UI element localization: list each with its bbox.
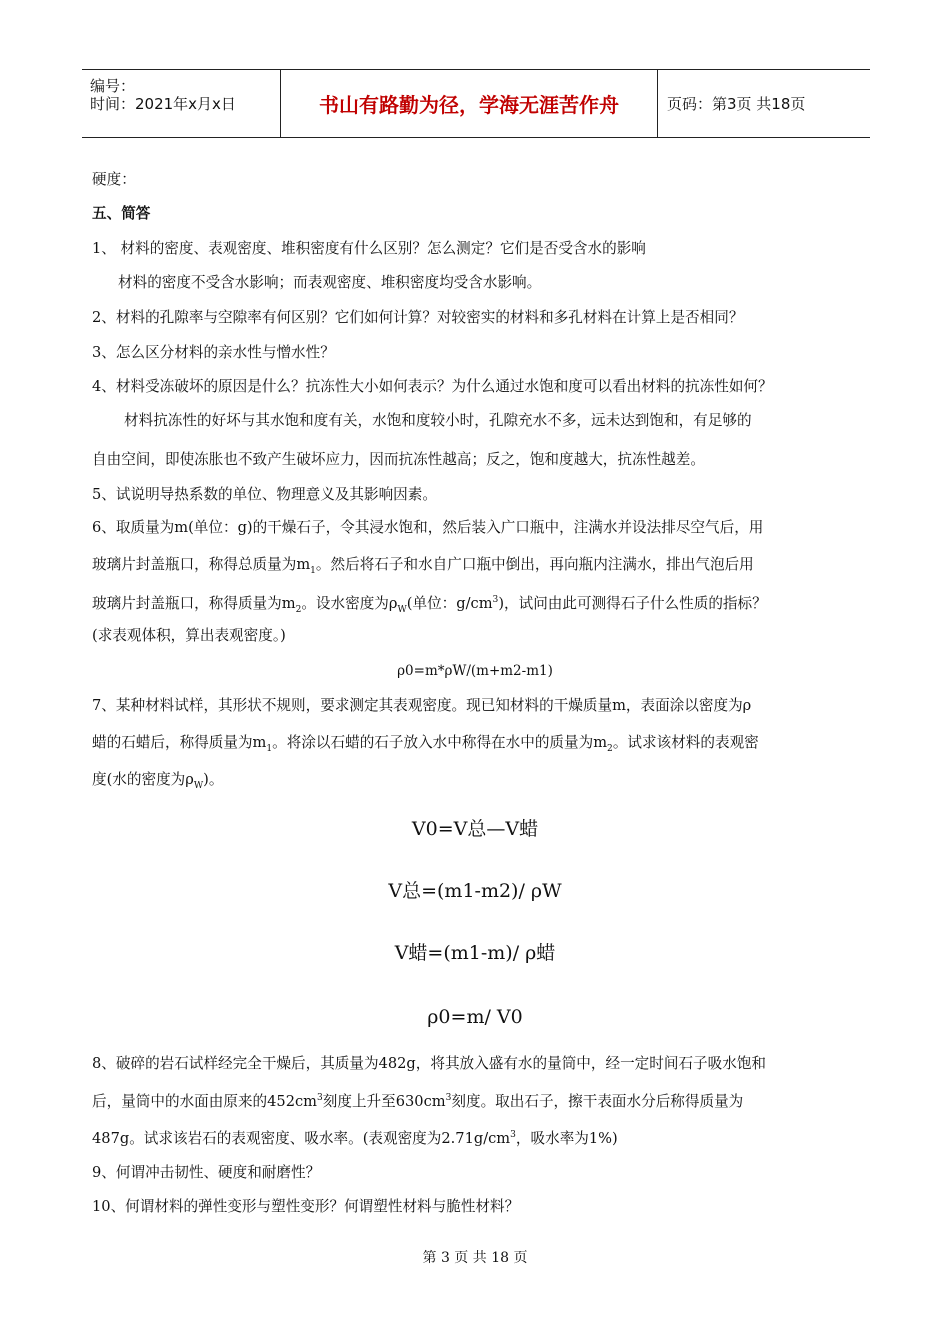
answer-1: 材料的密度不受含水影响；而表观密度、堆积密度均受含水影响。 [118,274,542,291]
header-page-cell [657,70,870,137]
question-7-line-1: 7、某种材料试样，其形状不规则，要求测定其表观密度。现已知材料的干燥质量m，表面涂以密度为ρ [92,697,752,714]
hardness-label: 硬度： [92,171,136,188]
question-7-line-3: 度(水的密度为$\rho_W$)。 [92,771,224,791]
question-6-line-4: (求表观体积，算出表观密度。) [92,627,286,644]
question-6-line-2: 玻璃片封盖瓶口，称得总质量为$m_1$。然后将石子和水自广口瓶中倒出，再向瓶内注满水，排出气泡后用 [92,556,754,576]
equation-3: V蜡=(m1-m)/ ρ蜡 [394,942,556,964]
question-4: 4、材料受冻破坏的原因是什么？抗冻性大小如何表示？为什么通过水饱和度可以看出材料的抗冻性如何？ [92,378,773,395]
answer-4-line-2: 自由空间，即使冻胀也不致产生破坏应力，因而抗冻性越高；反之，饱和度越大，抗冻性越差。 [92,451,705,468]
question-6-line-3: 玻璃片封盖瓶口，称得质量为$m_2$。设水密度为$\rho_W$(单位：$g/cm^3$)，试问由此可测得石子什么性质的指标？ [92,594,767,615]
question-3: 3、怎么区分材料的亲水性与憎水性？ [92,344,335,361]
answer-4-line-1: 材料抗冻性的好坏与其水饱和度有关，水饱和度较小时，孔隙充水不多，远未达到饱和，有足够的 [124,412,752,429]
header-table [82,69,870,138]
question-9: 9、何谓冲击韧性、硬度和耐磨性？ [92,1164,321,1181]
header-motto-cell [280,70,658,137]
question-6-line-1: 6、取质量为m(单位：g)的干燥石子，令其浸水饱和，然后装入广口瓶中，注满水并设法排尽空气后，用 [92,519,764,536]
header-left-cell [82,70,280,137]
time-label: 时间：2021年x月x日 [90,95,236,113]
equation-4: ρ0=m/ V0 [427,1006,523,1028]
equation-1: V0=V总—V蜡 [411,818,539,840]
number-label: 编号： [90,77,136,95]
formula-apparent-density: ρ0=m*ρW/(m+m2-m1) [397,663,553,679]
question-8-line-1: 8、破碎的岩石试样经完全干燥后，其质量为482g，将其放入盛有水的量筒中，经一定时间石子吸水饱和 [92,1055,767,1072]
question-8-line-3: 487g。试求该岩石的表观密度、吸水率。(表观密度为$2.71g/cm^3$，吸水率为1%) [92,1129,618,1147]
question-1: 1、 材料的密度、表观密度、堆积密度有什么区别？怎么测定？它们是否受含水的影响 [92,240,646,257]
question-7-line-2: 蜡的石蜡后，称得质量为$m_1$。将涂以石蜡的石子放入水中称得在水中的质量为$m_2$。试求该材料的表观密 [92,734,759,754]
page-info: 页码：第3页 共18页 [667,95,806,113]
page-footer: 第 3 页 共 18 页 [422,1250,528,1266]
question-2: 2、材料的孔隙率与空隙率有何区别？它们如何计算？对较密实的材料和多孔材料在计算上是否相同？ [92,309,744,326]
question-5: 5、试说明导热系数的单位、物理意义及其影响因素。 [92,486,437,503]
equation-2: V总=(m1-m2)/ ρW [388,880,562,902]
question-8-line-2: 后，量筒中的水面由原来的$452cm^3$刻度上升至$630cm^3$刻度。取出石子，擦干表面水分后称得质量为 [92,1092,744,1110]
motto: 书山有路勤为径，学海无涯苦作舟 [319,93,619,117]
section-title: 五、简答 [92,205,151,222]
question-10: 10、何谓材料的弹性变形与塑性变形？何谓塑性材料与脆性材料？ [92,1198,520,1215]
